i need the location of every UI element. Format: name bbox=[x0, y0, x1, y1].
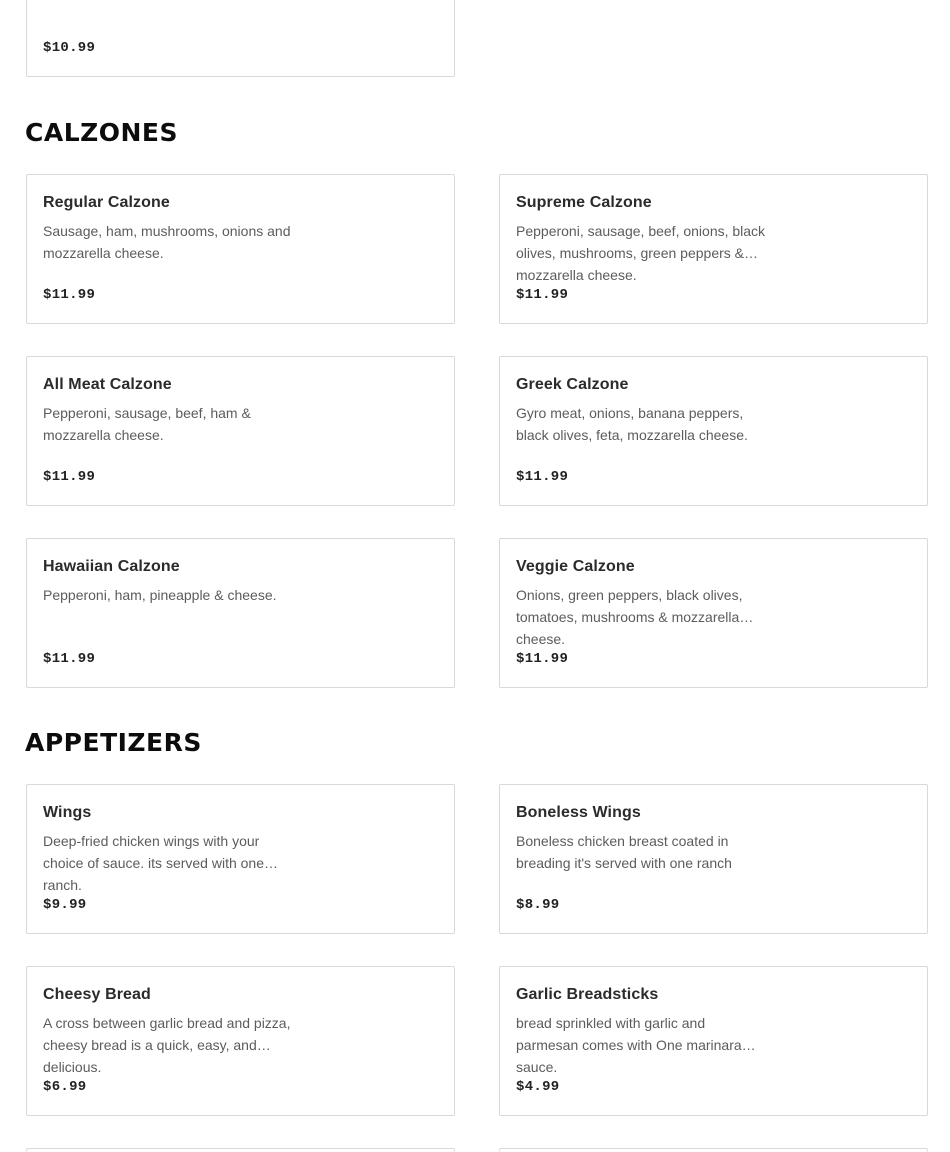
menu-item-description: Pepperoni, sausage, beef, ham & mozzarella cheese. bbox=[43, 405, 251, 443]
menu-item-price: $11.99 bbox=[43, 651, 96, 667]
menu-item-price: $6.99 bbox=[43, 1079, 87, 1095]
menu-item-price: $8.99 bbox=[516, 897, 560, 913]
menu-item-price: $11.99 bbox=[516, 287, 569, 303]
menu-item-name: Wings bbox=[43, 804, 92, 821]
menu-item-card[interactable] bbox=[26, 0, 455, 77]
menu-item-name: Boneless Wings bbox=[516, 804, 641, 821]
menu-item-price: $11.99 bbox=[516, 469, 569, 485]
menu-item-price: $11.99 bbox=[43, 469, 96, 485]
menu-item-description: Pepperoni, sausage, beef, onions, black olives, mushrooms, green peppers & mozzarella cheese. bbox=[516, 223, 766, 283]
menu-item-price: $9.99 bbox=[43, 897, 87, 913]
menu-item-name: Garlic Breadsticks bbox=[516, 986, 659, 1003]
menu-item-card[interactable] bbox=[26, 538, 455, 688]
menu-item-price: $11.99 bbox=[43, 287, 96, 303]
menu-item-card[interactable] bbox=[26, 356, 455, 506]
menu-item-name: All Meat Calzone bbox=[43, 376, 172, 393]
menu-item-description: Boneless chicken breast coated in breading it's served with one ranch bbox=[516, 833, 732, 871]
section-title-calzones: CALZONES bbox=[25, 118, 179, 147]
menu-item-card[interactable] bbox=[499, 174, 928, 324]
menu-item-description: Sausage, ham, mushrooms, onions and mozzarella cheese. bbox=[43, 223, 291, 261]
menu-item-card[interactable] bbox=[499, 966, 928, 1116]
menu-item-card[interactable] bbox=[499, 538, 928, 688]
menu-item-description: A cross between garlic bread and pizza, cheesy bread is a quick, easy, and delicious. bbox=[43, 1015, 291, 1075]
menu-item-card[interactable] bbox=[26, 1148, 455, 1152]
menu-item-price: $10.99 bbox=[43, 40, 96, 56]
menu-item-card[interactable] bbox=[499, 784, 928, 934]
section-title-appetizers: APPETIZERS bbox=[25, 728, 202, 757]
menu-item-name: Supreme Calzone bbox=[516, 194, 652, 211]
menu-item-card[interactable] bbox=[499, 1148, 928, 1152]
menu-item-description: Pepperoni, ham, pineapple & cheese. bbox=[43, 587, 277, 603]
menu-item-description: Deep-fried chicken wings with your choice of sauce. its served with one ranch. bbox=[43, 833, 265, 893]
menu-item-description: Gyro meat, onions, banana peppers, black olives, feta, mozzarella cheese. bbox=[516, 405, 748, 443]
menu-item-card[interactable] bbox=[499, 356, 928, 506]
menu-item-name: Hawaiian Calzone bbox=[43, 558, 180, 575]
menu-item-name: Regular Calzone bbox=[43, 194, 170, 211]
menu-item-name: Veggie Calzone bbox=[516, 558, 635, 575]
menu-item-card[interactable] bbox=[26, 784, 455, 934]
menu-item-price: $4.99 bbox=[516, 1079, 560, 1095]
menu-item-card[interactable] bbox=[26, 174, 455, 324]
menu-item-price: $11.99 bbox=[516, 651, 569, 667]
menu-item-name: Greek Calzone bbox=[516, 376, 629, 393]
menu-item-description: Onions, green peppers, black olives, tomatoes, mushrooms & mozzarella cheese. bbox=[516, 587, 743, 647]
menu-item-card[interactable] bbox=[26, 966, 455, 1116]
menu-item-name: Cheesy Bread bbox=[43, 986, 151, 1003]
menu-item-description: bread sprinkled with garlic and parmesan comes with One marinara sauce. bbox=[516, 1015, 742, 1075]
